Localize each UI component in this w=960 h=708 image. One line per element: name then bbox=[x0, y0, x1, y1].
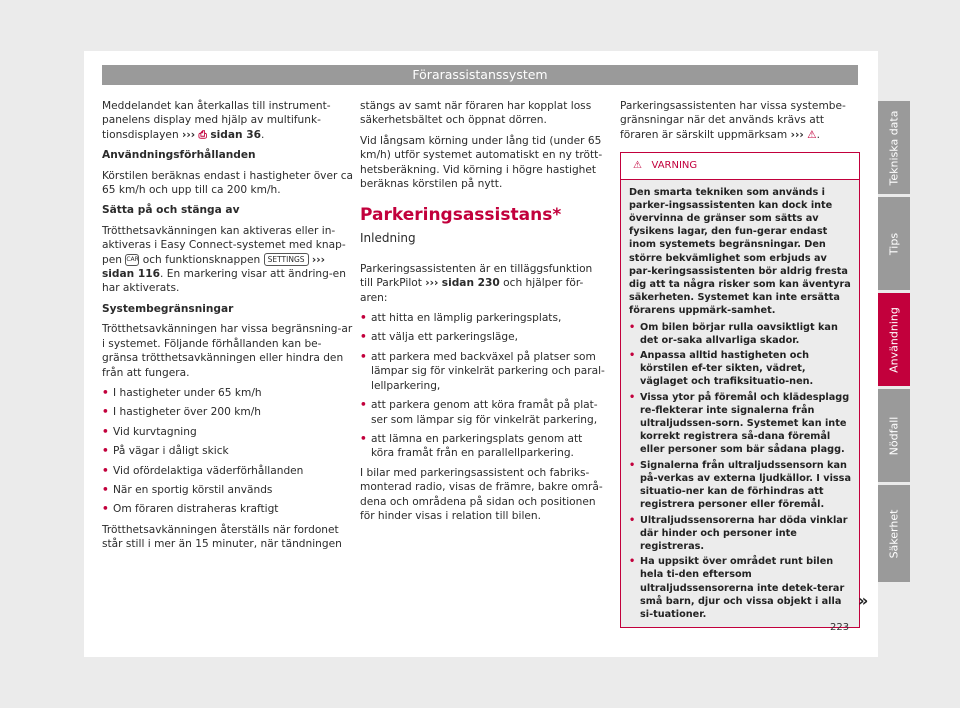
list-item-text: att lämna en parkeringsplats genom att köra framåt från en parallellparkering. bbox=[371, 432, 583, 460]
bullet-icon: • bbox=[360, 399, 367, 412]
page-sheet bbox=[84, 51, 878, 657]
bullet-icon: • bbox=[360, 331, 367, 344]
limits-paragraph: Trötthetsavkänningen har vissa begränsning-ar i systemet. Följande förhållanden kan be-gränsa trötthetsavkänningen eller hindra den från att fungera. bbox=[102, 323, 353, 379]
list-item bbox=[102, 502, 354, 516]
list-item-text: I hastigheter över 200 km/h bbox=[113, 406, 261, 419]
display-icon: ⎙ bbox=[198, 128, 207, 141]
list-item-text: att hitta en lämplig parkeringsplats, bbox=[371, 312, 562, 325]
bullet-icon: • bbox=[629, 350, 636, 362]
list-item bbox=[629, 391, 851, 457]
limits-text: Parkeringsassistenten har vissa systembe-gränsningar när det används krävs att föraren är särskilt uppmärksam bbox=[620, 100, 846, 141]
list-item bbox=[629, 349, 851, 389]
list-item-text: När en sportig körstil används bbox=[113, 483, 273, 496]
page-number: 223 bbox=[830, 622, 850, 633]
continue-arrow-icon: » bbox=[858, 591, 869, 610]
bullet-icon: • bbox=[102, 386, 109, 399]
car-button-icon: CAR bbox=[125, 254, 139, 266]
bullet-icon: • bbox=[629, 514, 636, 526]
paragraph: stängs av samt när föraren har kopplat loss säkerhetsbältet och öppnat dörren. bbox=[360, 100, 592, 127]
list-item bbox=[102, 483, 354, 497]
paragraph: Parkeringsassistenten har vissa systembe-gränsningar när det används krävs att föraren är särskilt uppmärksam ››› ⚠. bbox=[620, 100, 846, 141]
bullet-icon: • bbox=[102, 406, 109, 419]
tab-label: Tips bbox=[887, 232, 901, 255]
bullet-icon: • bbox=[360, 350, 367, 363]
list-item-text: Vid ofördelaktiga väderförhållanden bbox=[113, 464, 304, 477]
list-item bbox=[360, 432, 607, 461]
list-item bbox=[360, 311, 607, 325]
bullet-icon: • bbox=[629, 321, 636, 333]
list-item bbox=[629, 459, 851, 512]
list-item bbox=[360, 350, 607, 393]
list-item-text: Om föraren distraheras kraftigt bbox=[113, 503, 279, 516]
xref-arrow-icon: ››› bbox=[311, 253, 326, 266]
bullet-icon: • bbox=[102, 503, 109, 516]
onoff-end: . En markering visar att ändring-en har aktiverats. bbox=[102, 268, 346, 295]
list-item-text: att välja ett parkeringsläge, bbox=[371, 331, 519, 344]
xref-link[interactable]: sidan 230 bbox=[441, 277, 500, 290]
column-1 bbox=[102, 99, 354, 558]
list-item bbox=[102, 405, 354, 419]
list-item-text: På vägar i dåligt skick bbox=[113, 445, 229, 458]
bullet-icon: • bbox=[629, 391, 636, 403]
list-item bbox=[102, 444, 354, 458]
tab-nodfall[interactable] bbox=[878, 389, 910, 482]
list-item bbox=[360, 330, 607, 344]
bullet-icon: • bbox=[102, 464, 109, 477]
intro-paragraph bbox=[102, 99, 354, 142]
list-item-text: I hastigheter under 65 km/h bbox=[113, 386, 262, 399]
reset-paragraph: Trötthetsavkänningen återställs när fordonet står still i mer än 15 minuter, när tändningen bbox=[102, 523, 342, 551]
list-item-text: Signalerna från ultraljudssensorn kan på-verkas av externa ljudkällor. I vissa situatio-ner kan de förhindras att registrera personer eller föremål. bbox=[640, 459, 851, 511]
assist-list bbox=[360, 311, 607, 461]
column-3 bbox=[620, 99, 860, 628]
subsection-title: Inledning bbox=[360, 231, 416, 246]
parkpilot-text: Parkeringsassistenten är en tilläggsfunktion till ParkPilot bbox=[360, 262, 593, 290]
list-item-text: Vissa ytor på föremål och klädesplagg re-flekterar inte signalerna från ultraljudssen-sorn. Systemet kan inte korrekt registrera så-dana föremål eller personer som bär sådana plagg. bbox=[640, 391, 850, 456]
intro-text: Meddelandet kan återkallas till instrument-panelens display med hjälp av multifunk-tionsdisplayen bbox=[102, 100, 331, 141]
tab-label: Tekniska data bbox=[887, 110, 901, 185]
xref-link[interactable]: sidan 116 bbox=[102, 268, 161, 281]
bullet-icon: • bbox=[360, 432, 367, 445]
xref-arrow-icon: ››› bbox=[182, 128, 196, 141]
warning-paragraph: Den smarta tekniken som används i parker-ingsassistenten kan dock inte övervinna de gränser som sätts av fysikens lagar, den fun-gerar endast inom systemets begränsningar. Den större bekvämlighet som erbjuds av par-keringsassistenten bör aldrig fresta dig att ta några risker som kan äventyra säkerheten. Systemet kan inte ersätta förarens uppmärk-samhet. bbox=[629, 186, 851, 317]
list-item-text: Om bilen börjar rulla oavsiktligt kan det or-saka allvarliga skador. bbox=[640, 321, 838, 346]
warning-box bbox=[620, 152, 860, 628]
paragraph: Vid långsam körning under lång tid (under 65 km/h) utför systemet automatiskt en ny trött-hetsberäkning. Vid körning i högre hastighet beräknas körstilen på nytt. bbox=[360, 134, 603, 191]
list-item-text: Ha uppsikt över området runt bilen hela ti-den eftersom ultraljudssensorerna inte detek-terar små barn, djur och vissa objekt i alla si-tuationer. bbox=[640, 556, 845, 620]
paragraph: I bilar med parkeringsassistent och fabriks-monterad radio, visas de främre, bakre områ-dena och områdena på sidan och positionen för hinder visas i relation till bilen. bbox=[360, 466, 603, 522]
list-item bbox=[102, 464, 354, 478]
list-item-text: att parkera med backväxel på platser som lämpar sig för vinkelrät parkering och paral-lellparkering, bbox=[371, 350, 605, 392]
list-item-text: att parkera genom att köra framåt på plat-ser som lämpar sig för vinkelrät parkering, bbox=[371, 399, 598, 426]
list-item-text: Vid kurvtagning bbox=[113, 425, 197, 438]
bullet-icon: • bbox=[102, 425, 109, 438]
section-title: Parkeringsassistans* bbox=[360, 205, 562, 226]
list-item bbox=[629, 321, 851, 347]
list-item bbox=[629, 514, 851, 554]
warning-body bbox=[621, 180, 859, 628]
intro-end: . bbox=[261, 128, 265, 141]
warning-header bbox=[621, 153, 859, 179]
tab-tips[interactable] bbox=[878, 197, 910, 290]
conditions-paragraph: Körstilen beräknas endast i hastigheter över ca 65 km/h och upp till ca 200 km/h. bbox=[102, 169, 354, 197]
heading-conditions: Användningsförhållanden bbox=[102, 149, 256, 162]
list-item-text: Ultraljudssensorerna har döda vinklar där hinder och personer inte registreras. bbox=[640, 514, 848, 552]
column-2 bbox=[360, 99, 607, 529]
onoff-mid: och funktionsknappen bbox=[142, 253, 261, 266]
tab-anvandning[interactable] bbox=[878, 293, 910, 386]
tab-label: Användning bbox=[887, 306, 901, 373]
page-header: Förarassistanssystem bbox=[102, 65, 858, 85]
tab-label: Säkerhet bbox=[887, 509, 901, 558]
bullet-icon: • bbox=[629, 556, 636, 568]
list-item bbox=[629, 555, 851, 621]
tab-label: Nödfall bbox=[887, 416, 901, 455]
bullet-icon: • bbox=[102, 445, 109, 458]
settings-key: SETTINGS bbox=[264, 253, 309, 266]
warning-triangle-icon: ⚠ bbox=[633, 160, 642, 172]
heading-limits: Systembegränsningar bbox=[102, 302, 234, 315]
parkpilot-paragraph bbox=[360, 262, 607, 305]
xref-arrow-icon: ››› bbox=[425, 277, 439, 290]
list-item bbox=[360, 398, 607, 427]
onoff-paragraph bbox=[102, 224, 354, 296]
list-item bbox=[102, 425, 354, 439]
warning-title: VARNING bbox=[651, 160, 698, 172]
heading-onoff: Sätta på och stänga av bbox=[102, 204, 240, 217]
onoff-text: Trötthetsavkänningen kan aktiveras eller in-aktiveras i Easy Connect-systemet med knap-pen bbox=[102, 224, 346, 266]
parkpilot-end: och hjälper för-aren: bbox=[360, 277, 584, 304]
bullet-icon: • bbox=[629, 459, 636, 471]
bullet-icon: • bbox=[360, 312, 367, 325]
limits-list bbox=[102, 386, 354, 517]
bullet-icon: • bbox=[102, 483, 109, 496]
xref-link[interactable]: sidan 36 bbox=[210, 128, 262, 141]
tab-sakerhet[interactable] bbox=[878, 485, 910, 582]
list-item bbox=[102, 386, 354, 400]
tab-tekniska-data[interactable] bbox=[878, 101, 910, 194]
warning-triangle-icon: ⚠ bbox=[807, 128, 817, 141]
xref-arrow-icon: ››› bbox=[790, 128, 804, 141]
list-item-text: Anpassa alltid hastigheten och körstilen ef-ter sikten, vädret, väglaget och trafiksituatio-nen. bbox=[640, 350, 814, 388]
